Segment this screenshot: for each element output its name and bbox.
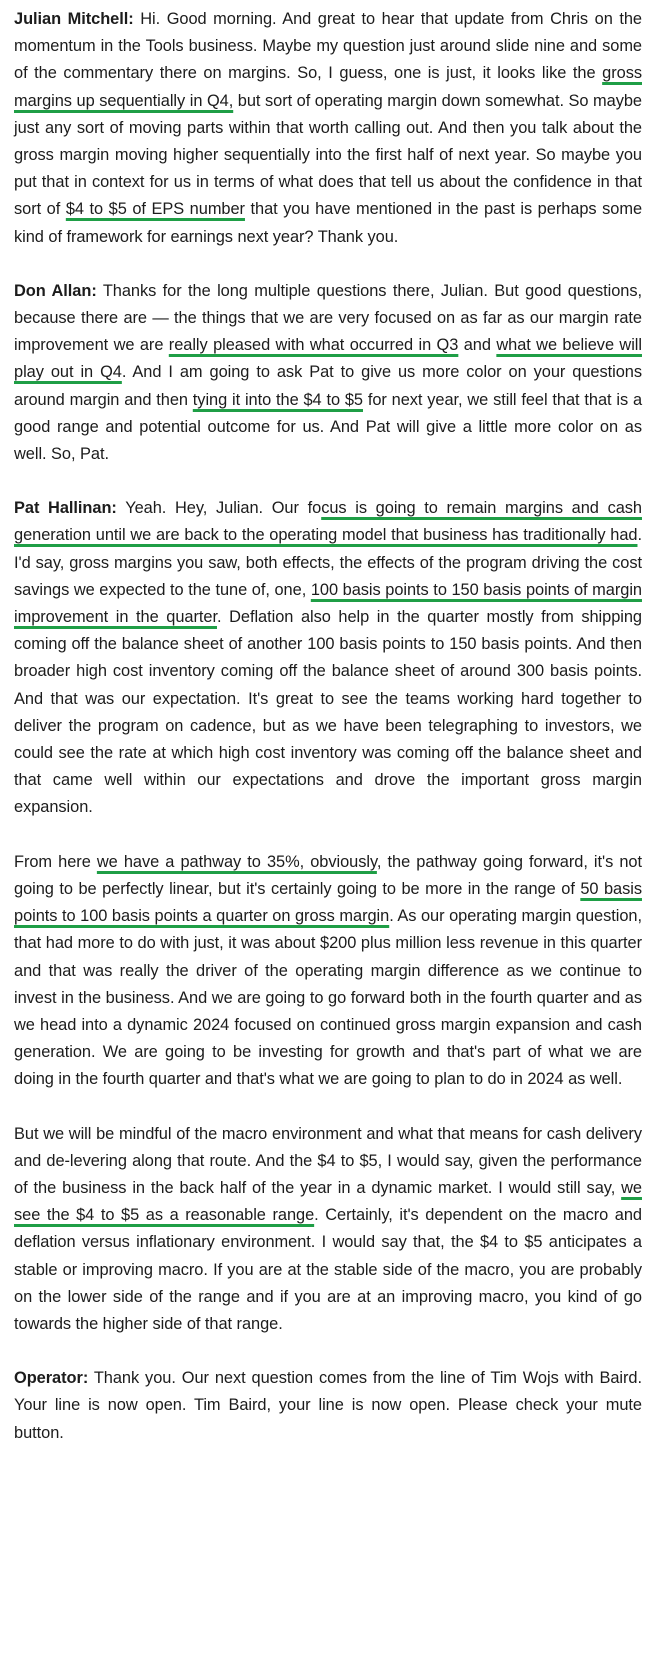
transcript-paragraph [14, 495, 642, 821]
paragraph-text: Yeah. Hey, Julian. Our fo [116, 499, 322, 518]
speaker-name: Pat Hallinan: [14, 499, 117, 518]
transcript-paragraph [14, 278, 642, 468]
speaker-name: Don Allan: [14, 281, 97, 300]
paragraph-text: and [458, 336, 497, 355]
highlighted-text: tying it into the $4 to $5 [192, 390, 363, 409]
highlighted-text: cus is going to remain margins and cash generation until we are back to the operating model that business has traditionally had [14, 499, 642, 545]
paragraph-text: . Deflation also help in the quarter mostly from shipping coming off the balance sheet of another 100 basis points to 150 basis points. And then broader high cost inventory coming off the balance sheet of around 300 basis points. And that was our expectation. It's great to see the teams working hard together to deliver the program on cadence, but as we have been telegraphing to investors, we could see the rate at which high cost inventory was coming off the balance sheet and that came well within our expectations and drove the important gross margin expansion. [14, 608, 643, 817]
paragraph-text: But we will be mindful of the macro environment and what that means for cash delivery and de-levering along that route. And the $4 to $5, I would say, given the performance of the business in the back half of the year in a dynamic market. I would still say, [14, 1124, 642, 1197]
paragraph-text: . Certainly, it's dependent on the macro and deflation versus inflationary environment. I would say that, the $4 to $5 anticipates a stable or improving macro. If you are at the stable side of the macro, you are probably on the lower side of the range and if you are at an improving macro, you kind of go towards the higher side of that range. [14, 1206, 642, 1333]
highlighted-text: we see the $4 to $5 as a reasonable range [14, 1178, 642, 1225]
highlighted-text: we have a pathway to 35%, obviously [96, 852, 377, 871]
paragraph-text: for next year, we still feel that that is a good range and potential outcome for us. And Pat will give a little more color on as well. So, Pat. [14, 390, 643, 464]
transcript-paragraph [14, 6, 642, 251]
highlighted-text: gross margins up sequentially in Q4, [14, 64, 642, 110]
highlighted-text: what we believe will play out in Q4 [14, 336, 642, 382]
paragraph-text: . I'd say, gross margins you saw, both effects, the effects of the program driving the cost savings we expected to the tune of, one, [14, 526, 642, 599]
paragraph-text: but sort of operating margin down somewhat. So maybe just any sort of moving parts within that worth calling out. And then you talk about the gross margin moving higher sequentially into the first half of next year. So maybe you put that in context for us in terms of what does that tell us about the confidence in that sort of [14, 91, 642, 219]
highlighted-text: 100 basis points to 150 basis points of margin improvement in the quarter [14, 580, 642, 627]
highlighted-text: 50 basis points to 100 basis points a quarter on gross margin [14, 879, 642, 926]
paragraph-text: that you have mentioned in the past is perhaps some kind of framework for earnings next year? Thank you. [14, 200, 643, 246]
paragraph-text: , the pathway going forward, it's not going to be perfectly linear, but it's certainly going to be more in the range of [14, 852, 642, 898]
paragraph-text: Thanks for the long multiple questions there, Julian. But good questions, because there are — the things that we are very focused on as far as our margin rate improvement we are [14, 281, 642, 355]
paragraph-text: From here [14, 852, 97, 871]
highlighted-text: really pleased with what occurred in Q3 [168, 336, 459, 355]
speaker-name: Operator: [14, 1369, 89, 1388]
speaker-name: Julian Mitchell: [14, 10, 134, 28]
paragraph-text: . And I am going to ask Pat to give us more color on your questions around margin and then [14, 363, 642, 409]
paragraph-text: Thank you. Our next question comes from the line of Tim Wojs with Baird. Your line is now open. Tim Baird, your line is now open. Please check your mute button. [14, 1369, 642, 1442]
transcript-paragraph [14, 849, 642, 1094]
transcript-paragraph [14, 1365, 642, 1447]
paragraph-text: Hi. Good morning. And great to hear that update from Chris on the momentum in the Tools business. Maybe my question just around slide nine and some of the commentary there on margins. So, I guess, one is just, it looks like the [14, 10, 642, 83]
transcript-paragraph [14, 1121, 642, 1339]
highlighted-text: $4 to $5 of EPS number [65, 200, 245, 219]
paragraph-text: . As our operating margin question, that had more to do with just, it was about $200 plus million less revenue in this quarter and that was really the driver of the operating margin difference as we continue to invest in the business. And we are going to go forward both in the fourth quarter and as we head into a dynamic 2024 focused on continued gross margin expansion and cash generation. We are going to be investing for growth and that's part of what we are doing in the fourth quarter and that's what we are going to plan to do in 2024 as well. [14, 907, 642, 1089]
